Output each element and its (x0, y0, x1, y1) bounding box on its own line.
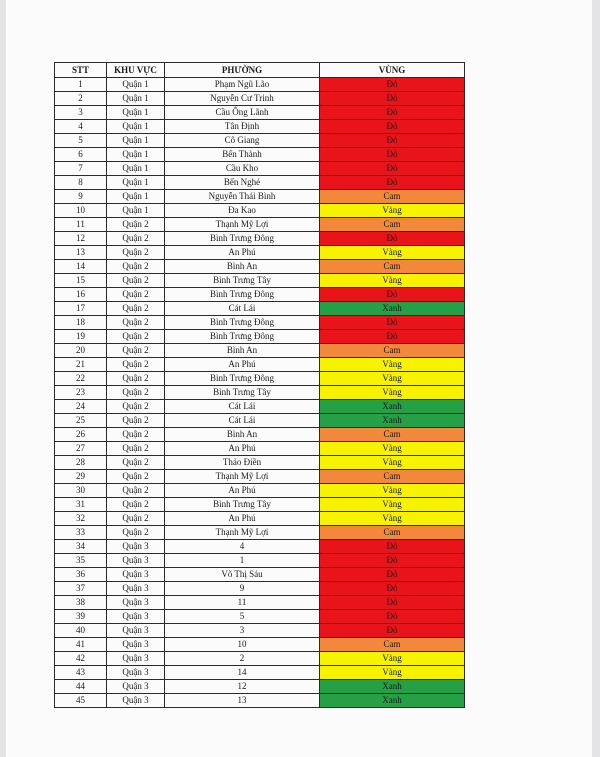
cell-stt: 8 (55, 176, 107, 190)
table-row (55, 120, 465, 134)
table-row (55, 92, 465, 106)
cell-phuong: 4 (165, 540, 320, 554)
cell-vung: Đỏ (320, 148, 465, 162)
cell-khu-vuc: Quận 1 (107, 92, 165, 106)
cell-vung: Xanh (320, 302, 465, 316)
cell-khu-vuc: Quận 3 (107, 666, 165, 680)
cell-khu-vuc: Quận 2 (107, 386, 165, 400)
cell-vung: Đỏ (320, 582, 465, 596)
cell-phuong: An Phú (165, 484, 320, 498)
cell-phuong: Bình Trưng Tây (165, 274, 320, 288)
cell-phuong: 11 (165, 596, 320, 610)
cell-phuong: 10 (165, 638, 320, 652)
cell-vung: Vàng (320, 498, 465, 512)
table-row (55, 344, 465, 358)
cell-vung: Vàng (320, 386, 465, 400)
cell-vung: Đỏ (320, 610, 465, 624)
cell-phuong: Cầu Ông Lãnh (165, 106, 320, 120)
cell-khu-vuc: Quận 3 (107, 596, 165, 610)
table-row (55, 78, 465, 92)
table-row (55, 134, 465, 148)
cell-khu-vuc: Quận 3 (107, 582, 165, 596)
cell-khu-vuc: Quận 1 (107, 162, 165, 176)
cell-stt: 17 (55, 302, 107, 316)
cell-stt: 22 (55, 372, 107, 386)
cell-phuong: An Phú (165, 512, 320, 526)
cell-vung: Đỏ (320, 134, 465, 148)
cell-khu-vuc: Quận 2 (107, 260, 165, 274)
header-stt: STT (55, 63, 107, 78)
cell-phuong: Cô Giang (165, 134, 320, 148)
table-row (55, 232, 465, 246)
header-khu-vuc: KHU VỰC (107, 63, 165, 78)
table-row (55, 456, 465, 470)
cell-khu-vuc: Quận 3 (107, 680, 165, 694)
cell-khu-vuc: Quận 1 (107, 176, 165, 190)
table-row (55, 638, 465, 652)
cell-vung: Đỏ (320, 316, 465, 330)
cell-vung: Vàng (320, 442, 465, 456)
cell-phuong: Bình Trưng Tây (165, 386, 320, 400)
cell-stt: 38 (55, 596, 107, 610)
cell-stt: 35 (55, 554, 107, 568)
cell-vung: Đỏ (320, 568, 465, 582)
cell-phuong: Bình Trưng Đông (165, 330, 320, 344)
cell-khu-vuc: Quận 2 (107, 456, 165, 470)
cell-stt: 32 (55, 512, 107, 526)
cell-stt: 21 (55, 358, 107, 372)
cell-stt: 42 (55, 652, 107, 666)
cell-khu-vuc: Quận 1 (107, 190, 165, 204)
cell-khu-vuc: Quận 2 (107, 358, 165, 372)
table-row (55, 582, 465, 596)
cell-phuong: Bình Trưng Đông (165, 232, 320, 246)
cell-stt: 15 (55, 274, 107, 288)
cell-stt: 30 (55, 484, 107, 498)
cell-phuong: Bình An (165, 344, 320, 358)
cell-vung: Cam (320, 190, 465, 204)
table-row (55, 666, 465, 680)
cell-vung: Đỏ (320, 78, 465, 92)
table-row (55, 260, 465, 274)
cell-stt: 26 (55, 428, 107, 442)
cell-khu-vuc: Quận 1 (107, 134, 165, 148)
cell-vung: Đỏ (320, 540, 465, 554)
cell-stt: 5 (55, 134, 107, 148)
cell-phuong: 2 (165, 652, 320, 666)
cell-phuong: Thạnh Mỹ Lợi (165, 526, 320, 540)
cell-phuong: Bình An (165, 260, 320, 274)
zone-table (54, 62, 465, 708)
cell-vung: Vàng (320, 652, 465, 666)
cell-phuong: Cát Lái (165, 400, 320, 414)
cell-khu-vuc: Quận 1 (107, 148, 165, 162)
cell-stt: 20 (55, 344, 107, 358)
cell-stt: 19 (55, 330, 107, 344)
table-row (55, 568, 465, 582)
cell-vung: Vàng (320, 456, 465, 470)
table-row (55, 540, 465, 554)
table-row (55, 302, 465, 316)
cell-stt: 11 (55, 218, 107, 232)
table-row (55, 204, 465, 218)
cell-vung: Đỏ (320, 596, 465, 610)
cell-khu-vuc: Quận 3 (107, 638, 165, 652)
header-vung: VÙNG (320, 63, 465, 78)
cell-phuong: Bến Thành (165, 148, 320, 162)
table-row (55, 596, 465, 610)
cell-khu-vuc: Quận 1 (107, 204, 165, 218)
cell-stt: 24 (55, 400, 107, 414)
cell-phuong: Phạm Ngũ Lão (165, 78, 320, 92)
header-row (55, 63, 465, 78)
cell-khu-vuc: Quận 2 (107, 442, 165, 456)
header-phuong: PHƯỜNG (165, 63, 320, 78)
cell-stt: 4 (55, 120, 107, 134)
cell-stt: 29 (55, 470, 107, 484)
cell-khu-vuc: Quận 1 (107, 120, 165, 134)
table-row (55, 162, 465, 176)
cell-stt: 6 (55, 148, 107, 162)
cell-phuong: An Phú (165, 442, 320, 456)
cell-phuong: An Phú (165, 358, 320, 372)
table-row (55, 610, 465, 624)
table-row (55, 526, 465, 540)
cell-phuong: Thạnh Mỹ Lợi (165, 218, 320, 232)
cell-phuong: Nguyễn Thái Bình (165, 190, 320, 204)
table-row (55, 680, 465, 694)
cell-khu-vuc: Quận 3 (107, 624, 165, 638)
cell-stt: 45 (55, 694, 107, 708)
table-row (55, 148, 465, 162)
cell-stt: 27 (55, 442, 107, 456)
table-row (55, 400, 465, 414)
cell-vung: Vàng (320, 246, 465, 260)
cell-phuong: 13 (165, 694, 320, 708)
cell-vung: Đỏ (320, 176, 465, 190)
cell-stt: 2 (55, 92, 107, 106)
cell-phuong: Bình Trưng Đông (165, 288, 320, 302)
cell-khu-vuc: Quận 3 (107, 610, 165, 624)
cell-stt: 3 (55, 106, 107, 120)
cell-khu-vuc: Quận 2 (107, 274, 165, 288)
cell-vung: Vàng (320, 274, 465, 288)
table-row (55, 428, 465, 442)
cell-khu-vuc: Quận 3 (107, 694, 165, 708)
cell-phuong: 3 (165, 624, 320, 638)
table-row (55, 190, 465, 204)
cell-vung: Cam (320, 428, 465, 442)
table-row (55, 498, 465, 512)
cell-khu-vuc: Quận 3 (107, 568, 165, 582)
cell-stt: 12 (55, 232, 107, 246)
cell-vung: Vàng (320, 512, 465, 526)
cell-stt: 34 (55, 540, 107, 554)
cell-phuong: Bến Nghé (165, 176, 320, 190)
cell-vung: Đỏ (320, 232, 465, 246)
cell-vung: Đỏ (320, 554, 465, 568)
cell-stt: 7 (55, 162, 107, 176)
cell-phuong: Bình Trưng Đông (165, 372, 320, 386)
cell-phuong: Cát Lái (165, 414, 320, 428)
table-row (55, 470, 465, 484)
table-row (55, 624, 465, 638)
cell-phuong: An Phú (165, 246, 320, 260)
cell-phuong: Cầu Kho (165, 162, 320, 176)
cell-vung: Cam (320, 470, 465, 484)
cell-khu-vuc: Quận 3 (107, 652, 165, 666)
table-body (55, 78, 465, 708)
cell-khu-vuc: Quận 1 (107, 106, 165, 120)
cell-khu-vuc: Quận 2 (107, 246, 165, 260)
cell-khu-vuc: Quận 2 (107, 484, 165, 498)
cell-khu-vuc: Quận 2 (107, 498, 165, 512)
cell-stt: 16 (55, 288, 107, 302)
table-row (55, 288, 465, 302)
cell-khu-vuc: Quận 2 (107, 428, 165, 442)
cell-phuong: Cát Lái (165, 302, 320, 316)
cell-khu-vuc: Quận 2 (107, 288, 165, 302)
cell-phuong: Bình An (165, 428, 320, 442)
cell-stt: 37 (55, 582, 107, 596)
cell-stt: 41 (55, 638, 107, 652)
table-row (55, 694, 465, 708)
cell-vung: Đỏ (320, 624, 465, 638)
cell-khu-vuc: Quận 2 (107, 218, 165, 232)
cell-stt: 31 (55, 498, 107, 512)
table-row (55, 442, 465, 456)
cell-stt: 28 (55, 456, 107, 470)
cell-stt: 43 (55, 666, 107, 680)
cell-stt: 10 (55, 204, 107, 218)
cell-vung: Đỏ (320, 106, 465, 120)
cell-stt: 39 (55, 610, 107, 624)
cell-phuong: Đa Kao (165, 204, 320, 218)
cell-phuong: 5 (165, 610, 320, 624)
cell-vung: Cam (320, 218, 465, 232)
cell-phuong: 12 (165, 680, 320, 694)
table-row (55, 554, 465, 568)
table-row (55, 512, 465, 526)
cell-stt: 33 (55, 526, 107, 540)
cell-vung: Đỏ (320, 162, 465, 176)
cell-vung: Vàng (320, 204, 465, 218)
cell-vung: Cam (320, 344, 465, 358)
cell-phuong: Tân Định (165, 120, 320, 134)
cell-vung: Đỏ (320, 330, 465, 344)
cell-stt: 1 (55, 78, 107, 92)
cell-stt: 40 (55, 624, 107, 638)
table-row (55, 274, 465, 288)
cell-khu-vuc: Quận 2 (107, 316, 165, 330)
cell-vung: Vàng (320, 484, 465, 498)
cell-stt: 25 (55, 414, 107, 428)
cell-khu-vuc: Quận 2 (107, 414, 165, 428)
cell-khu-vuc: Quận 2 (107, 330, 165, 344)
table-row (55, 218, 465, 232)
table-row (55, 372, 465, 386)
cell-phuong: Bình Trưng Đông (165, 316, 320, 330)
cell-khu-vuc: Quận 2 (107, 232, 165, 246)
cell-khu-vuc: Quận 2 (107, 400, 165, 414)
table-row (55, 176, 465, 190)
cell-stt: 13 (55, 246, 107, 260)
cell-khu-vuc: Quận 2 (107, 512, 165, 526)
cell-stt: 44 (55, 680, 107, 694)
cell-phuong: Thạnh Mỹ Lợi (165, 470, 320, 484)
cell-vung: Vàng (320, 372, 465, 386)
cell-phuong: 14 (165, 666, 320, 680)
cell-phuong: Thảo Điền (165, 456, 320, 470)
cell-khu-vuc: Quận 2 (107, 344, 165, 358)
cell-vung: Xanh (320, 694, 465, 708)
table-row (55, 316, 465, 330)
table-row (55, 414, 465, 428)
cell-phuong: Bình Trưng Tây (165, 498, 320, 512)
cell-khu-vuc: Quận 2 (107, 372, 165, 386)
cell-khu-vuc: Quận 2 (107, 470, 165, 484)
cell-stt: 23 (55, 386, 107, 400)
table-row (55, 386, 465, 400)
table-row (55, 246, 465, 260)
cell-stt: 9 (55, 190, 107, 204)
cell-khu-vuc: Quận 2 (107, 302, 165, 316)
cell-vung: Vàng (320, 666, 465, 680)
document-page (6, 0, 592, 757)
cell-vung: Vàng (320, 358, 465, 372)
cell-phuong: Nguyễn Cư Trinh (165, 92, 320, 106)
table-header (55, 63, 465, 78)
cell-stt: 18 (55, 316, 107, 330)
cell-phuong: 1 (165, 554, 320, 568)
cell-phuong: 9 (165, 582, 320, 596)
cell-vung: Đỏ (320, 288, 465, 302)
table-row (55, 652, 465, 666)
table-row (55, 106, 465, 120)
cell-vung: Đỏ (320, 92, 465, 106)
cell-vung: Xanh (320, 400, 465, 414)
cell-vung: Cam (320, 526, 465, 540)
cell-khu-vuc: Quận 3 (107, 554, 165, 568)
cell-vung: Cam (320, 260, 465, 274)
cell-khu-vuc: Quận 3 (107, 540, 165, 554)
cell-vung: Cam (320, 638, 465, 652)
cell-vung: Xanh (320, 414, 465, 428)
cell-phuong: Võ Thị Sáu (165, 568, 320, 582)
cell-vung: Xanh (320, 680, 465, 694)
table-row (55, 330, 465, 344)
table-row (55, 358, 465, 372)
cell-vung: Đỏ (320, 120, 465, 134)
cell-khu-vuc: Quận 2 (107, 526, 165, 540)
cell-stt: 14 (55, 260, 107, 274)
cell-khu-vuc: Quận 1 (107, 78, 165, 92)
table-row (55, 484, 465, 498)
cell-stt: 36 (55, 568, 107, 582)
